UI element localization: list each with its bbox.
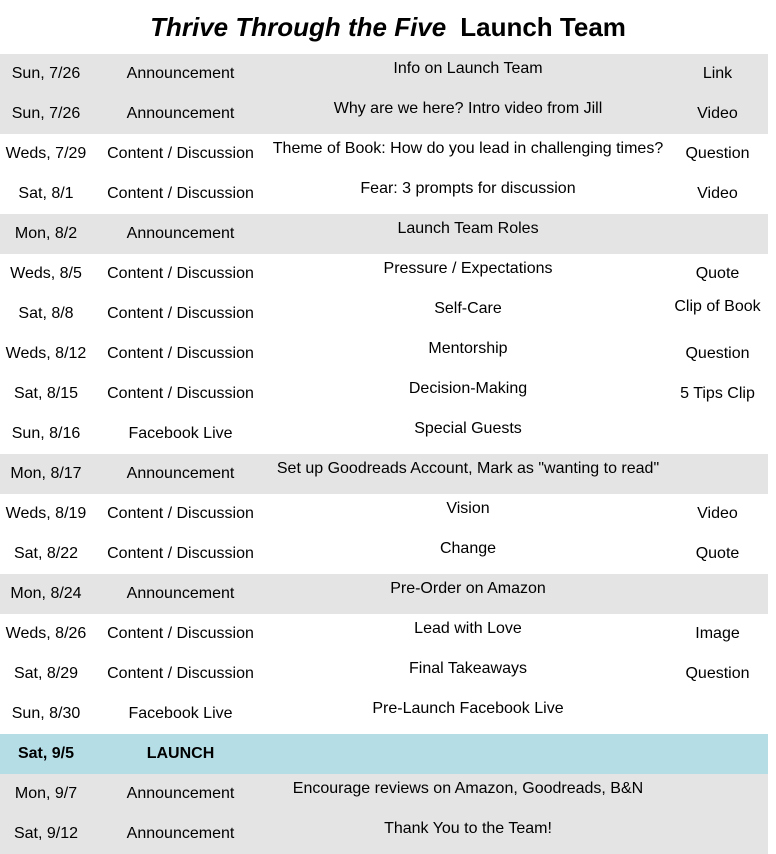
type-cell-text: LAUNCH [146,745,215,762]
type-cell-text: Announcement [126,65,235,82]
type-cell [92,414,269,454]
resource-cell-text: Video [697,185,738,202]
title-book-name: Thrive Through the Five [150,11,447,42]
type-cell-text: Announcement [126,105,235,122]
date-cell [0,254,92,294]
date-cell-text: Weds, 8/12 [5,345,87,362]
type-cell-text: Announcement [126,585,235,602]
resource-cell [667,734,768,774]
type-cell-text: Content / Discussion [107,505,254,522]
resource-cell [667,294,768,334]
topic-cell [269,734,667,774]
type-cell-text: Content / Discussion [107,305,254,322]
date-cell [0,814,92,854]
type-cell-text: Content / Discussion [107,145,254,162]
resource-cell [667,454,768,494]
date-cell-text: Weds, 8/19 [5,505,87,522]
resource-cell [667,334,768,374]
type-cell-text: Content / Discussion [107,665,254,682]
table-row [0,734,768,774]
type-cell [92,814,269,854]
table-row [0,174,768,214]
type-cell-text: Announcement [126,785,235,802]
type-cell-text: Content / Discussion [107,385,254,402]
resource-cell [667,574,768,614]
table-row [0,334,768,374]
resource-cell [667,134,768,174]
date-cell [0,334,92,374]
date-cell-text: Sun, 8/30 [11,705,81,722]
topic-cell-text: Change [439,540,497,557]
topic-cell-text: Encourage reviews on Amazon, Goodreads, B&N [292,780,644,797]
date-cell [0,294,92,334]
type-cell [92,574,269,614]
date-cell-text: Sun, 7/26 [11,105,81,122]
topic-cell [269,454,667,494]
topic-cell-text: Thank You to the Team! [384,820,552,837]
resource-cell-text: Quote [695,545,740,562]
date-cell [0,414,92,454]
topic-cell [269,254,667,294]
resource-cell [667,94,768,134]
date-cell-text: Mon, 9/7 [14,785,78,802]
topic-cell [269,534,667,574]
topic-cell-text: Special Guests [414,420,522,437]
date-cell-text: Mon, 8/2 [14,225,78,242]
date-cell-text: Sat, 8/22 [13,545,79,562]
type-cell-text: Content / Discussion [107,265,254,282]
page-title [0,0,776,54]
topic-cell [269,814,667,854]
resource-cell-text: Question [685,665,750,682]
topic-cell-text: Pressure / Expectations [383,260,553,277]
type-cell [92,774,269,814]
topic-cell-text: Info on Launch Team [393,60,543,77]
table-row [0,774,768,814]
date-cell [0,454,92,494]
topic-cell [269,614,667,654]
table-row [0,54,768,94]
date-cell [0,54,92,94]
resource-link[interactable]: Video [697,105,738,122]
resource-cell [667,654,768,694]
topic-cell [269,494,667,534]
type-cell-text: Content / Discussion [107,185,254,202]
resource-cell [667,214,768,254]
topic-cell [269,294,667,334]
topic-cell-text: Pre-Launch Facebook Live [372,700,564,717]
type-cell [92,734,269,774]
type-cell [92,694,269,734]
table-row [0,454,768,494]
type-cell [92,294,269,334]
type-cell [92,614,269,654]
table-row [0,134,768,174]
topic-cell [269,774,667,814]
date-cell-text: Sat, 8/1 [18,185,74,202]
resource-cell [667,694,768,734]
topic-cell-text: Decision-Making [408,380,528,397]
topic-cell-text: Pre-Order on Amazon [390,580,546,597]
date-cell [0,574,92,614]
type-cell [92,334,269,374]
type-cell [92,454,269,494]
date-cell-text: Sat, 8/29 [13,665,79,682]
type-cell [92,54,269,94]
topic-cell-text: Vision [446,500,490,517]
date-cell [0,694,92,734]
topic-cell [269,174,667,214]
topic-cell [269,334,667,374]
title-suffix: Launch Team [460,11,626,42]
resource-cell [667,534,768,574]
resource-cell [667,54,768,94]
table-row [0,534,768,574]
topic-cell-text: Theme of Book: How do you lead in challenging times? [272,140,664,157]
type-cell-text: Facebook Live [128,425,233,442]
date-cell-text: Sun, 7/26 [11,65,81,82]
date-cell-text: Sat, 8/8 [18,305,74,322]
topic-cell-text: Self-Care [434,300,502,317]
type-cell [92,374,269,414]
type-cell [92,254,269,294]
resource-cell [667,254,768,294]
resource-cell-text: Image [695,625,740,642]
table-row [0,574,768,614]
topic-cell-text: Mentorship [428,340,508,357]
table-row [0,374,768,414]
topic-cell [269,414,667,454]
date-cell-text: Weds, 8/5 [10,265,82,282]
topic-cell [269,94,667,134]
date-cell [0,534,92,574]
launch-schedule-table [0,54,768,854]
resource-cell-text: Clip of Book [674,298,761,315]
date-cell [0,214,92,254]
topic-cell-text: Why are we here? Intro video from Jill [333,100,603,117]
table-row [0,254,768,294]
date-cell-text: Sat, 9/5 [17,745,75,762]
date-cell-text: Weds, 8/26 [5,625,87,642]
type-cell [92,214,269,254]
date-cell [0,494,92,534]
date-cell [0,374,92,414]
topic-cell [269,574,667,614]
type-cell-text: Content / Discussion [107,345,254,362]
type-cell [92,534,269,574]
table-row [0,294,768,334]
resource-cell [667,414,768,454]
type-cell [92,134,269,174]
type-cell-text: Announcement [126,825,235,842]
topic-cell [269,654,667,694]
type-cell-text: Announcement [126,465,235,482]
resource-cell-text: 5 Tips Clip [680,385,755,402]
topic-cell-text: Lead with Love [414,620,522,637]
table-row [0,614,768,654]
type-cell [92,654,269,694]
resource-link[interactable]: Question [685,145,750,162]
date-cell [0,654,92,694]
topic-cell [269,134,667,174]
topic-cell-text: Launch Team Roles [397,220,539,237]
resource-cell [667,494,768,534]
date-cell [0,774,92,814]
topic-cell [269,374,667,414]
date-cell-text: Mon, 8/24 [10,585,82,602]
type-cell [92,94,269,134]
resource-cell-text: Video [697,505,738,522]
resource-cell [667,374,768,414]
date-cell-text: Sat, 9/12 [13,825,79,842]
table-row [0,414,768,454]
topic-cell [269,694,667,734]
type-cell-text: Content / Discussion [107,545,254,562]
topic-cell-text: Set up Goodreads Account, Mark as "wanting to read" [276,460,660,477]
type-cell-text: Announcement [126,225,235,242]
type-cell [92,494,269,534]
date-cell [0,134,92,174]
topic-cell [269,54,667,94]
topic-cell-text: Final Takeaways [409,660,527,677]
table-row [0,814,768,854]
date-cell-text: Sat, 8/15 [13,385,79,402]
table-row [0,214,768,254]
table-row [0,494,768,534]
resource-cell [667,774,768,814]
resource-link[interactable]: Link [702,65,733,82]
topic-cell-text: Fear: 3 prompts for discussion [360,180,576,197]
table-row [0,654,768,694]
type-cell-text: Content / Discussion [107,625,254,642]
type-cell-text: Facebook Live [128,705,233,722]
date-cell [0,734,92,774]
topic-cell [269,214,667,254]
date-cell [0,614,92,654]
resource-cell [667,814,768,854]
type-cell [92,174,269,214]
date-cell [0,174,92,214]
date-cell-text: Weds, 7/29 [5,145,87,162]
table-row [0,94,768,134]
date-cell [0,94,92,134]
date-cell-text: Sun, 8/16 [11,425,81,442]
resource-cell [667,174,768,214]
resource-cell-text: Quote [695,265,740,282]
resource-cell [667,614,768,654]
table-row [0,694,768,734]
date-cell-text: Mon, 8/17 [10,465,82,482]
resource-cell-text: Question [685,345,750,362]
